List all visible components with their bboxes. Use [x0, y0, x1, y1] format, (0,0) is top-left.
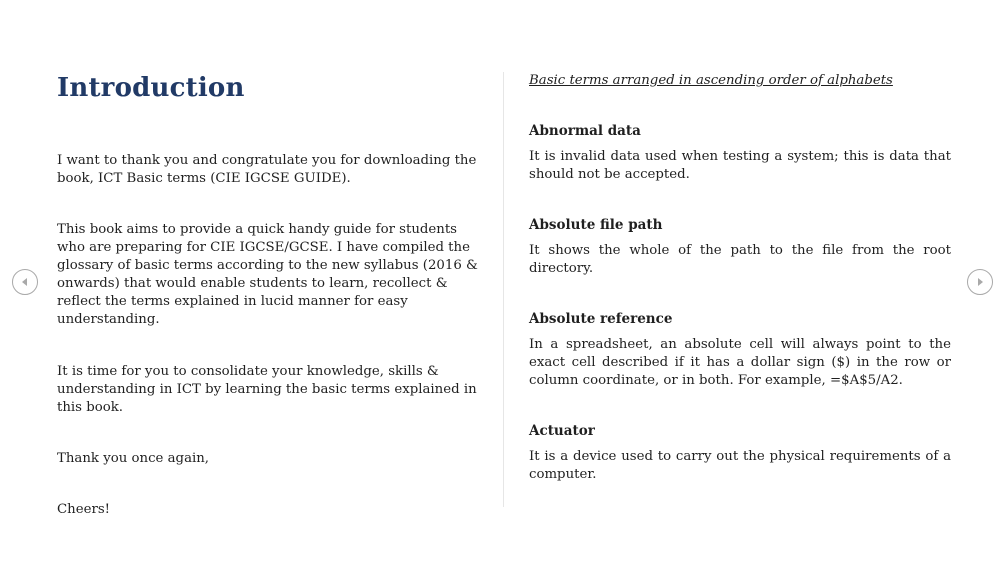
previous-page-button[interactable]	[12, 269, 38, 295]
closing-line: Thank you once again,	[57, 451, 210, 466]
right-page	[529, 72, 951, 484]
signoff: Cheers!	[57, 502, 110, 517]
term-title: Actuator	[529, 423, 595, 439]
left-page	[57, 72, 482, 519]
page-title: Introduction	[57, 73, 245, 103]
term-definition: It is a device used to carry out the physical requirements of a computer.	[529, 449, 951, 482]
intro-paragraph: It is time for you to consolidate your knowledge, skills & understanding in ICT by learning the basic terms explained in this book.	[57, 364, 477, 415]
term-title: Abnormal data	[529, 123, 641, 139]
chevron-right-icon	[974, 276, 986, 288]
intro-paragraph: This book aims to provide a quick handy guide for students who are preparing for CIE IGCSE/GCSE. I have compiled the glossary of basic terms according to the new syllabus (2016 & onwards) that would enable students to learn, recollect & reflect the terms explained in lucid manner for easy understanding.	[57, 222, 478, 327]
term-definition: In a spreadsheet, an absolute cell will always point to the exact cell described if it has a dollar sign ($) in the row or column coordinate, or in both. For example, =$A$5/A2.	[529, 337, 951, 388]
next-page-button[interactable]	[967, 269, 993, 295]
term-title: Absolute reference	[529, 311, 673, 327]
page-divider	[503, 72, 504, 507]
glossary-entry	[529, 122, 951, 184]
section-heading: Basic terms arranged in ascending order of alphabets	[529, 73, 893, 88]
term-title: Absolute file path	[529, 217, 663, 233]
glossary-entry	[529, 422, 951, 484]
chevron-left-icon	[19, 276, 31, 288]
term-definition: It shows the whole of the path to the file from the root directory.	[529, 243, 951, 276]
glossary-entry	[529, 216, 951, 278]
intro-paragraph: I want to thank you and congratulate you for downloading the book, ICT Basic terms (CIE IGCSE GUIDE).	[57, 153, 477, 186]
term-definition: It is invalid data used when testing a system; this is data that should not be accepted.	[529, 149, 951, 182]
glossary-entry	[529, 310, 951, 390]
